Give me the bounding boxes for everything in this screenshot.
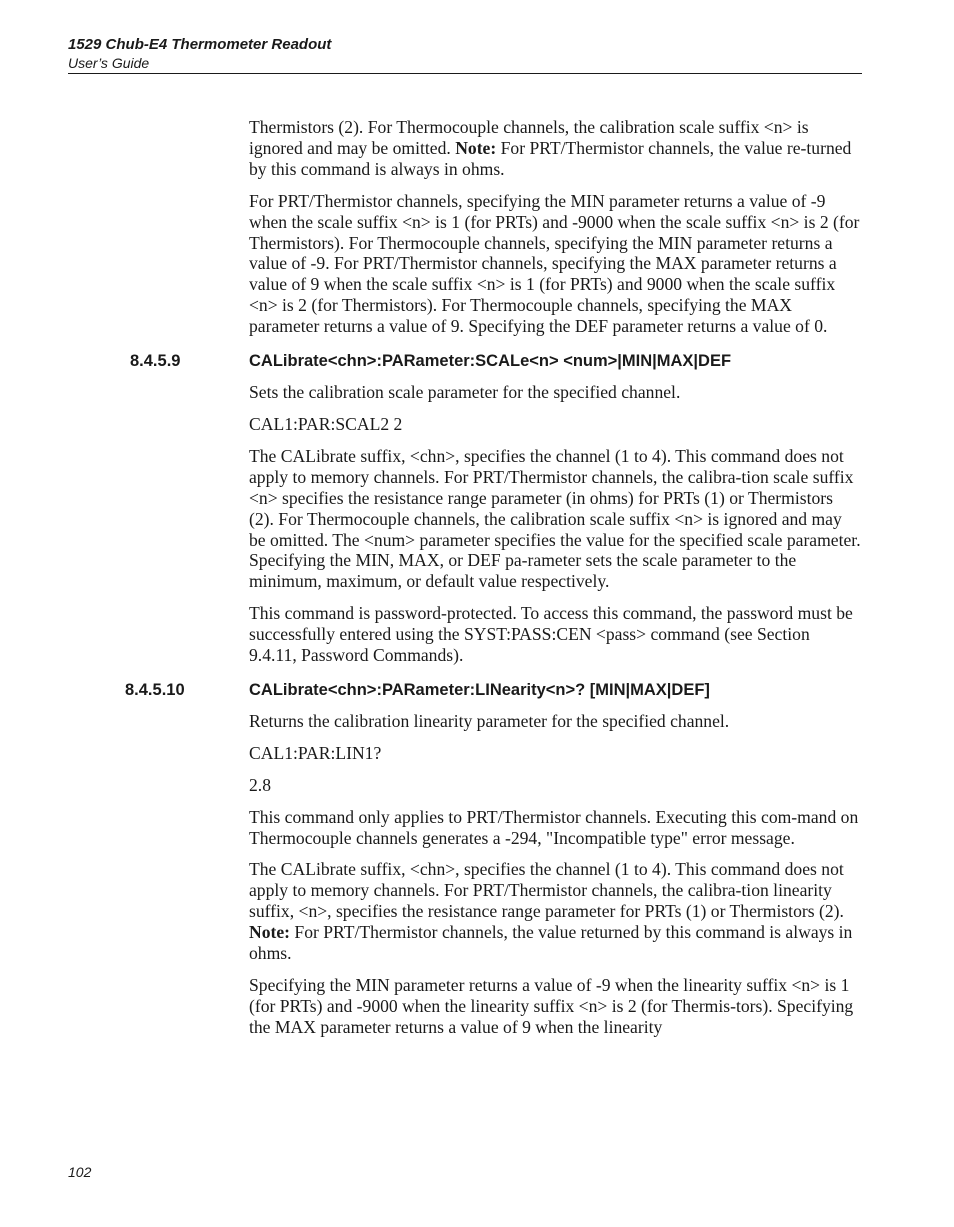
paragraph: Returns the calibration linearity parameter for the specified channel. xyxy=(249,710,730,731)
paragraph: This command is password-protected. To access this command, the password must be successfully entered using the SYST:PASS:CEN <pass> command (see Section 9.4.11, Password Commands). xyxy=(249,603,853,666)
section-number: 8.4.5.9 xyxy=(130,352,181,371)
paragraph: This command only applies to PRT/Thermistor channels. Executing this com-mand on Thermocouple channels generates a -294, "Incompatible type" error message. xyxy=(249,806,859,848)
section-heading-8459 xyxy=(130,351,861,371)
paragraph xyxy=(249,859,861,964)
paragraph: Sets the calibration scale parameter for the specified channel. xyxy=(249,382,681,403)
page-body xyxy=(125,117,861,1049)
header-rule xyxy=(68,73,862,74)
paragraph: Specifying the MIN parameter returns a value of -9 when the linearity suffix <n> is 1 (for PRTs) and -9000 when the linearity suffix <n> is 2 (for Thermis-tors). Specifying the MAX parameter returns a value of 9 when the linearity xyxy=(249,975,854,1037)
note-label: Note: xyxy=(455,137,497,158)
section-title: CALibrate<chn>:PARameter:LINearity<n>? [MIN|MAX|DEF] xyxy=(249,680,710,699)
page-number: 102 xyxy=(68,1164,92,1180)
paragraph-text: For PRT/Thermistor channels, the value re-turned by this command is always in ohms. xyxy=(249,137,852,179)
paragraph xyxy=(249,117,861,180)
paragraph-text: The CALibrate suffix, <chn>, specifies the channel (1 to 4). This command does not apply to memory channels. For PRT/Thermistor channels, the calibra-tion linearity suffix, <n>, specifies the resistance range parameter for PRTs (1) or Thermistors (2). xyxy=(249,859,844,922)
command-example: CAL1:PAR:SCAL2 2 xyxy=(249,413,403,434)
section-number: 8.4.5.10 xyxy=(125,680,185,699)
paragraph: The CALibrate suffix, <chn>, specifies the channel (1 to 4). This command does not apply to memory channels. For PRT/Thermistor channels, the calibra-tion scale suffix <n> specifies the resistance range parameter (in ohms) for PRTs (1) or Thermistors (2). For Thermocouple channels, the calibration scale suffix <n> is ignored and may be omitted. The <num> parameter specifies the value for the specified scale parameter. Specifying the MIN, MAX, or DEF pa-rameter sets the scale parameter to the minimum, maximum, or default value respectively. xyxy=(249,445,861,592)
note-label: Note: xyxy=(249,922,291,943)
running-header-title: 1529 Chub-E4 Thermometer Readout xyxy=(68,36,332,53)
paragraph-text: For PRT/Thermistor channels, the value returned by this command is always in ohms. xyxy=(249,922,853,964)
command-example: CAL1:PAR:LIN1? xyxy=(249,742,382,763)
running-header-subtitle: User’s Guide xyxy=(68,55,150,71)
command-response: 2.8 xyxy=(249,774,271,795)
paragraph-text: Thermistors (2). For Thermocouple channels, the calibration scale suffix <n> is ignored and may be omitted. xyxy=(249,117,809,158)
section-heading-84510 xyxy=(125,680,861,700)
section-title: CALibrate<chn>:PARameter:SCALe<n> <num>|MIN|MAX|DEF xyxy=(249,352,732,371)
paragraph: For PRT/Thermistor channels, specifying the MIN parameter returns a value of -9 when the scale suffix <n> is 1 (for PRTs) and -9000 when the scale suffix <n> is 2 (for Thermistors). For Thermocouple channels, specifying the MIN parameter returns a value of -9. For PRT/Thermistor channels, specifying the MAX parameter returns a value of 9 when the scale suffix <n> is 1 (for PRTs) and 9000 when the scale suffix <n> is 2 (for Thermistors). For Thermocouple channels, specifying the MAX parameter returns a value of 9. Specifying the DEF parameter returns a value of 0. xyxy=(249,190,860,337)
